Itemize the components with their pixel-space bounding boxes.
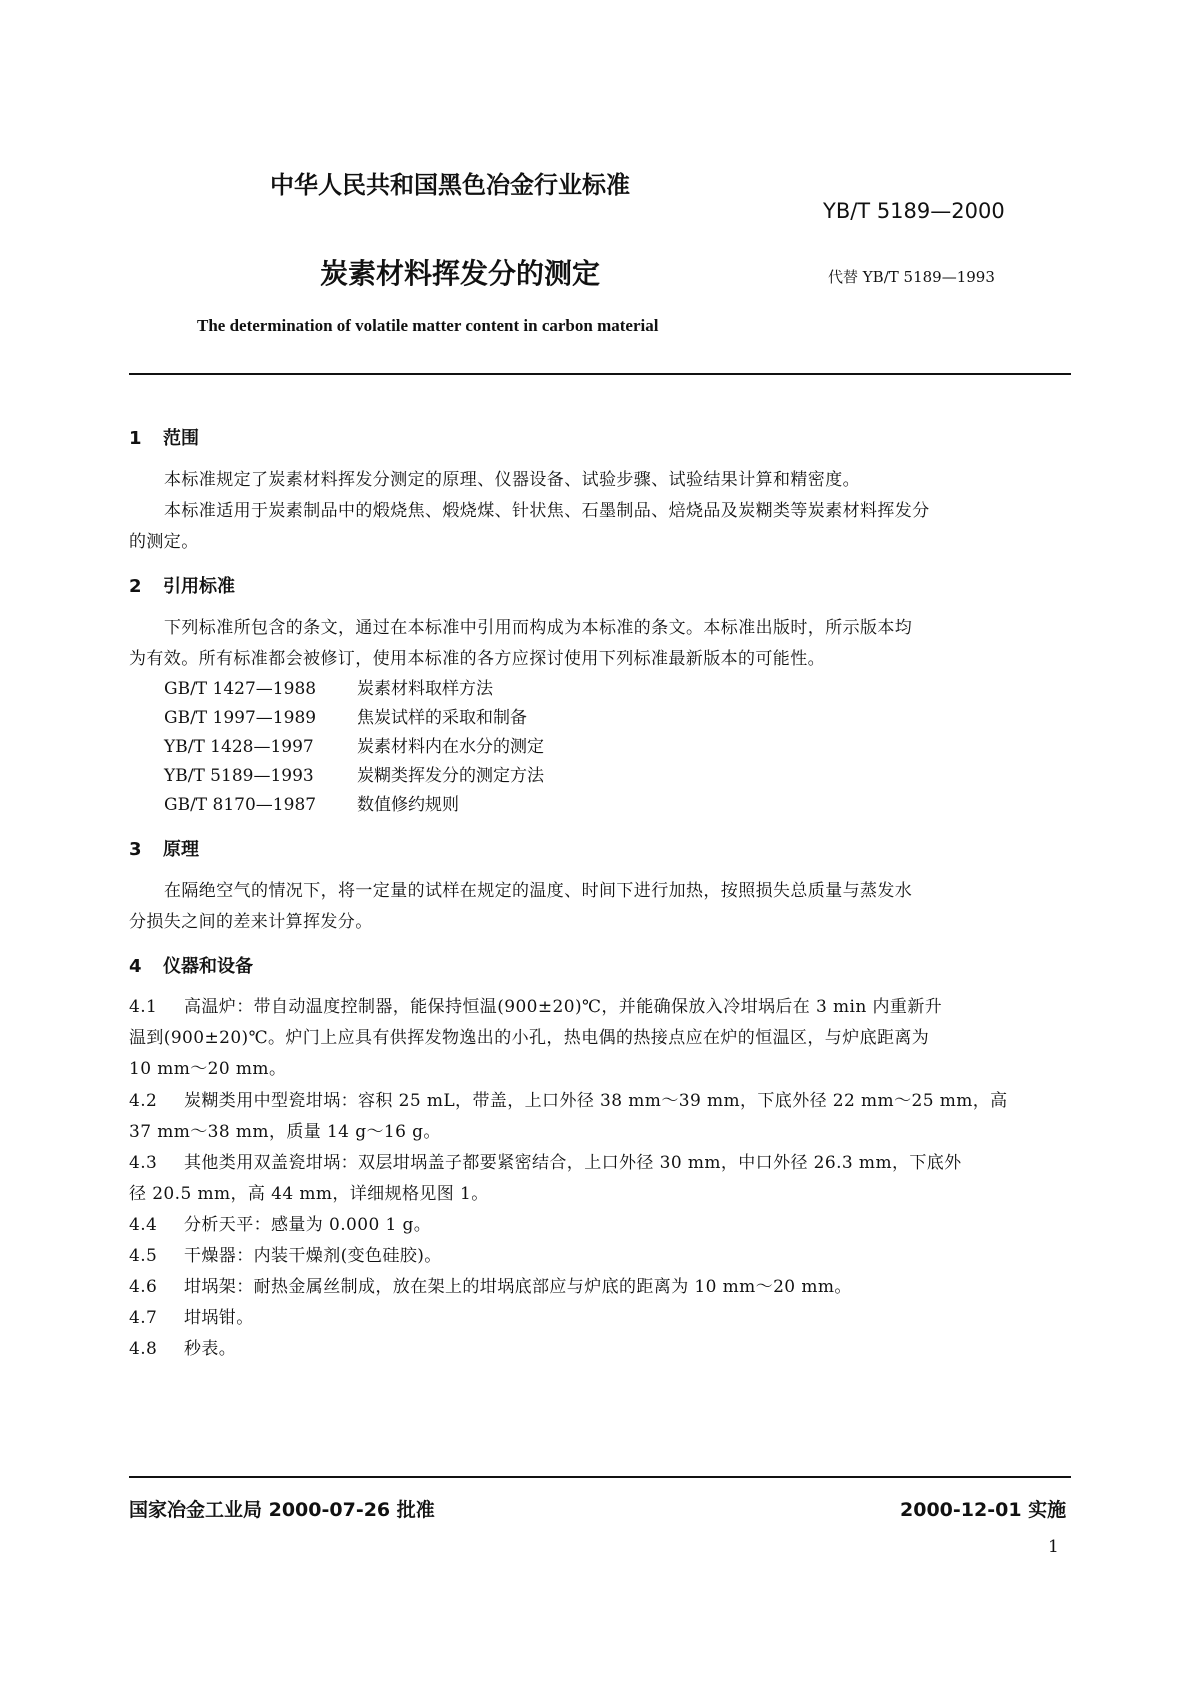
document-title-cn: 炭素材料挥发分的测定 xyxy=(320,257,601,290)
reference-code: GB/T 1997—1989 xyxy=(164,708,317,728)
clause-number: 4.3 xyxy=(129,1153,158,1173)
clause-4-1 xyxy=(129,992,942,1017)
section-title: 引用标准 xyxy=(163,576,235,597)
reference-name: 炭素材料取样方法 xyxy=(357,679,493,699)
document-title-en: The determination of volatile matter content in carbon material xyxy=(197,316,659,335)
clause-4-2 xyxy=(129,1086,1008,1111)
page-number: 1 xyxy=(1048,1537,1059,1557)
reference-code: YB/T 1428—1997 xyxy=(164,737,314,757)
clause-number: 4.2 xyxy=(129,1091,158,1111)
clause-text: 炭糊类用中型瓷坩埚：容积 25 mL，带盖，上口外径 38 mm～39 mm，下底外径 22 mm～25 mm，高 xyxy=(184,1091,1008,1111)
section-1-heading xyxy=(129,424,199,450)
clause-4-7 xyxy=(129,1303,254,1328)
clause-number: 4.7 xyxy=(129,1308,158,1328)
clause-text: 秒表。 xyxy=(184,1339,237,1359)
clause-text: 其他类用双盖瓷坩埚：双层坩埚盖子都要紧密结合，上口外径 30 mm，中口外径 26.3 mm，下底外 xyxy=(184,1153,962,1173)
section-title: 仪器和设备 xyxy=(163,956,253,977)
section-number: 4 xyxy=(129,956,142,977)
reference-item xyxy=(164,761,544,786)
clause-text: 温到(900±20)℃。炉门上应具有供挥发物逸出的小孔，热电偶的热接点应在炉的恒温区，与炉底距离为 xyxy=(129,1028,930,1048)
reference-item xyxy=(164,732,544,757)
reference-item xyxy=(164,674,493,699)
reference-name: 炭素材料内在水分的测定 xyxy=(357,737,544,757)
clause-4-5 xyxy=(129,1241,442,1266)
clause-text: 坩埚钳。 xyxy=(184,1308,254,1328)
replaces-note: 代替 YB/T 5189—1993 xyxy=(828,268,995,286)
reference-code: GB/T 1427—1988 xyxy=(164,679,317,699)
clause-text: 分析天平：感量为 0.000 1 g。 xyxy=(184,1215,432,1235)
clause-text: 10 mm～20 mm。 xyxy=(129,1059,287,1079)
clause-number: 4.8 xyxy=(129,1339,158,1359)
section-number: 1 xyxy=(129,428,142,449)
footer-divider xyxy=(129,1476,1071,1478)
reference-code: GB/T 8170—1987 xyxy=(164,795,317,815)
reference-name: 炭糊类挥发分的测定方法 xyxy=(357,766,544,786)
paragraph: 本标准规定了炭素材料挥发分测定的原理、仪器设备、试验步骤、试验结果计算和精密度。 xyxy=(164,470,860,490)
reference-item xyxy=(164,703,527,728)
implementation-date: 2000-12-01 实施 xyxy=(900,1499,1067,1521)
reference-name: 焦炭试样的采取和制备 xyxy=(357,708,527,728)
paragraph: 分损失之间的差来计算挥发分。 xyxy=(129,912,373,932)
section-title: 原理 xyxy=(163,839,199,860)
reference-item xyxy=(164,790,459,815)
approval-date: 国家冶金工业局 2000-07-26 批准 xyxy=(129,1499,435,1521)
clause-4-4 xyxy=(129,1210,431,1235)
clause-number: 4.1 xyxy=(129,997,158,1017)
paragraph: 的测定。 xyxy=(129,532,199,552)
clause-number: 4.6 xyxy=(129,1277,158,1297)
clause-4-3 xyxy=(129,1148,962,1173)
section-2-heading xyxy=(129,572,235,598)
paragraph: 为有效。所有标准都会被修订，使用本标准的各方应探讨使用下列标准最新版本的可能性。 xyxy=(129,649,825,669)
clause-number: 4.4 xyxy=(129,1215,158,1235)
clause-text: 高温炉：带自动温度控制器，能保持恒温(900±20)℃，并能确保放入冷坩埚后在 3 min 内重新升 xyxy=(184,997,943,1017)
clause-number: 4.5 xyxy=(129,1246,158,1266)
standard-code: YB/T 5189—2000 xyxy=(823,199,1005,223)
clause-4-8 xyxy=(129,1334,236,1359)
paragraph: 在隔绝空气的情况下，将一定量的试样在规定的温度、时间下进行加热，按照损失总质量与蒸发水 xyxy=(164,881,913,901)
clause-text: 干燥器：内装干燥剂(变色硅胶)。 xyxy=(184,1246,442,1266)
section-number: 2 xyxy=(129,576,142,597)
clause-text: 37 mm～38 mm，质量 14 g～16 g。 xyxy=(129,1122,441,1142)
section-3-heading xyxy=(129,835,199,861)
section-number: 3 xyxy=(129,839,142,860)
header-divider xyxy=(129,373,1071,375)
reference-name: 数值修约规则 xyxy=(357,795,459,815)
section-title: 范围 xyxy=(163,428,199,449)
paragraph: 下列标准所包含的条文，通过在本标准中引用而构成为本标准的条文。本标准出版时，所示版本均 xyxy=(164,618,913,638)
standard-type-heading: 中华人民共和国黑色冶金行业标准 xyxy=(270,171,630,199)
section-4-heading xyxy=(129,952,253,978)
reference-code: YB/T 5189—1993 xyxy=(164,766,314,786)
clause-4-6 xyxy=(129,1272,852,1297)
clause-text: 径 20.5 mm，高 44 mm，详细规格见图 1。 xyxy=(129,1184,489,1204)
paragraph: 本标准适用于炭素制品中的煅烧焦、煅烧煤、针状焦、石墨制品、焙烧品及炭糊类等炭素材料挥发分 xyxy=(164,501,930,521)
clause-text: 坩埚架：耐热金属丝制成，放在架上的坩埚底部应与炉底的距离为 10 mm～20 mm。 xyxy=(184,1277,852,1297)
